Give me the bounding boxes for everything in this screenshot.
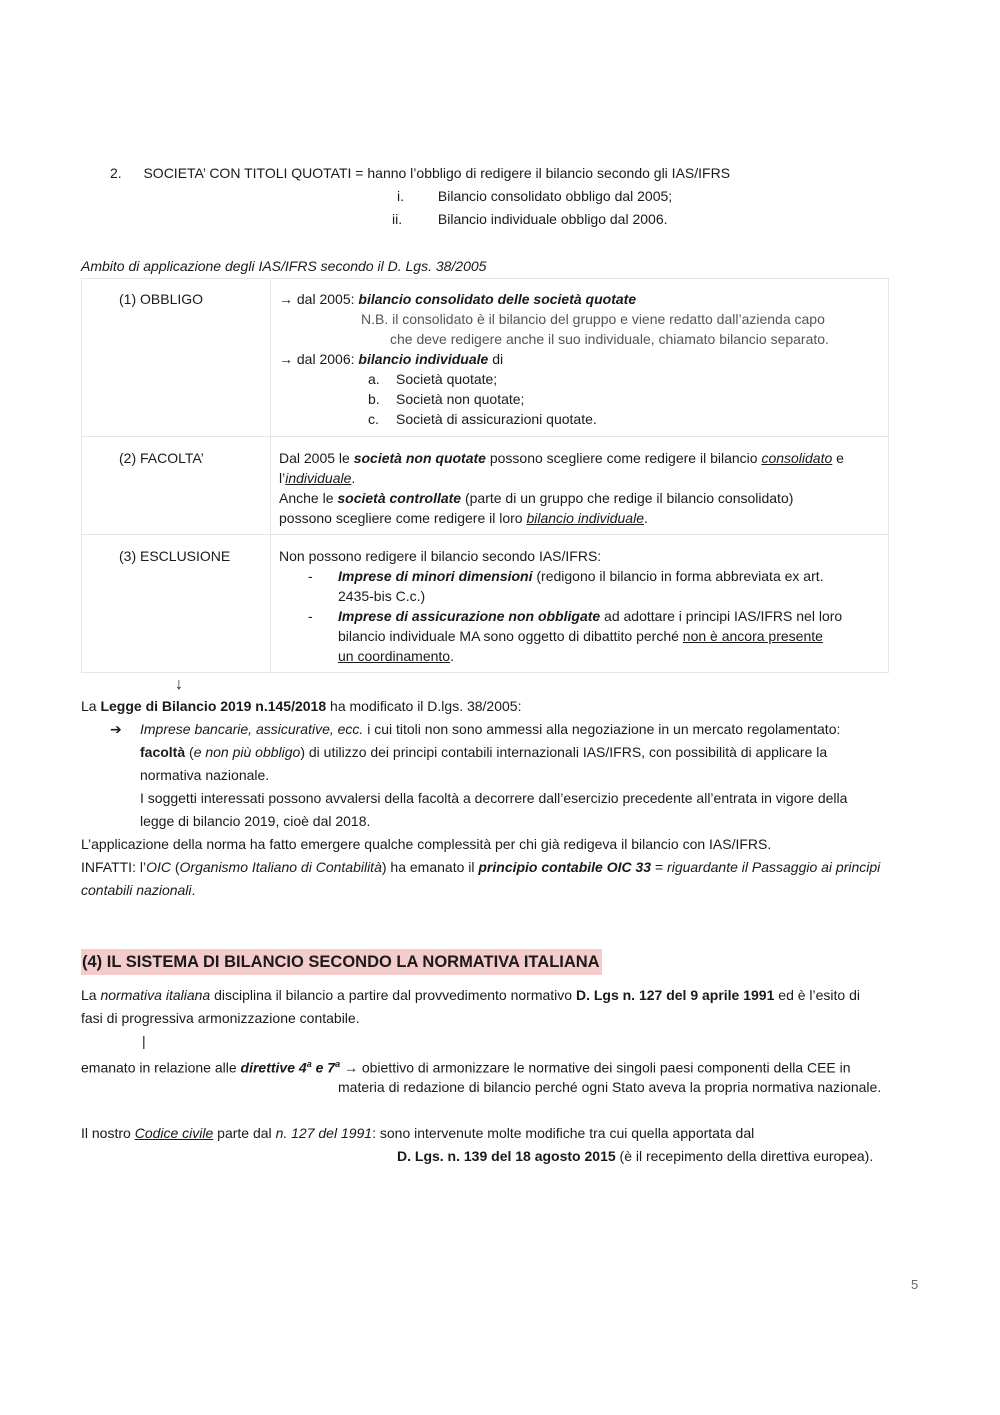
superscript: a	[306, 1059, 312, 1069]
text-run-bold-italic: bilancio consolidato delle società quotate	[358, 291, 637, 307]
list-text: Società di assicurazioni quotate.	[396, 411, 597, 427]
text-run-underlined: bilancio individuale	[526, 510, 644, 526]
text-run-bold-italic: principio contabile OIC 33	[478, 859, 652, 875]
cell-text	[279, 488, 793, 508]
paragraph-line: materia di redazione di bilancio perché ogni Stato aveva la propria normativa nazionale.	[338, 1079, 882, 1095]
text-run-bold-italic: Imprese di minori dimensioni	[338, 568, 533, 584]
text-run: ) ha emanato il	[381, 859, 479, 875]
ias-ifrs-table	[81, 278, 889, 673]
row-label-cell	[82, 535, 271, 673]
section-heading: (4) IL SISTEMA DI BILANCIO SECONDO LA NORMATIVA ITALIANA	[81, 949, 602, 975]
text-run: .	[351, 470, 356, 486]
sub-list-item	[392, 209, 668, 229]
list-letter: c.	[368, 411, 379, 427]
text-run: l’	[279, 470, 286, 486]
list-text: Società non quotate;	[396, 391, 525, 407]
text-run: emanato in relazione alle	[81, 1059, 241, 1076]
table-row	[82, 535, 889, 673]
text-run-underlined: consolidato	[761, 450, 833, 466]
cell-text	[338, 566, 824, 586]
row-content-cell	[271, 535, 889, 673]
text-run: .	[191, 882, 196, 898]
text-run-bold: facoltà	[140, 744, 186, 760]
cell-text	[279, 448, 844, 468]
text-run: La	[81, 698, 101, 714]
note-text: N.B. il consolidato è il bilancio del gruppo e viene redatto dall’azienda capo	[361, 311, 825, 327]
table-row	[82, 437, 889, 535]
text-run: =	[651, 859, 668, 875]
table-caption: Ambito di applicazione degli IAS/IFRS secondo il D. Lgs. 38/2005	[81, 258, 487, 274]
text-run-italic: Organismo Italiano di Contabilità	[179, 859, 382, 875]
text-run-bold-italic: direttive 4	[240, 1059, 307, 1076]
text-run-underlined: individuale	[285, 470, 352, 486]
text-run: i cui titoli non sono ammessi alla negoziazione in un mercato regolamentato:	[363, 721, 841, 737]
sub-list-text: Bilancio individuale obbligo dal 2006.	[437, 211, 668, 227]
text-run: .	[644, 510, 648, 526]
cell-text	[279, 508, 648, 528]
list-text: SOCIETA’ CON TITOLI QUOTATI = hanno l’obbligo di redigere il bilancio secondo gli IAS/IFRS	[143, 165, 731, 181]
list-item	[368, 409, 597, 429]
text-run-italic: riguardante il Passaggio ai principi	[667, 859, 881, 875]
text-run: → obiettivo di armonizzare le normative dei singoli paesi componenti della CEE in	[340, 1059, 851, 1076]
text-run: (	[170, 859, 180, 875]
text-run: parte dal	[213, 1125, 276, 1141]
text-run-italic: n. 127 del 1991	[275, 1125, 373, 1141]
paragraph-line	[397, 1146, 873, 1166]
arrow-bullet-icon: ➔	[110, 721, 122, 737]
cell-text	[338, 626, 823, 646]
sub-list-item	[397, 186, 672, 206]
list-item	[368, 389, 524, 409]
paragraph-line	[81, 857, 880, 877]
dash-bullet: -	[308, 568, 313, 584]
text-run: Dal 2005 le	[279, 450, 354, 466]
text-run-bold-italic: società non quotate	[353, 450, 486, 466]
text-run: Anche le	[279, 490, 338, 506]
text-run: ad adottare i principi IAS/IFRS nel loro	[600, 608, 843, 624]
text-run: INFATTI: l’	[81, 859, 147, 875]
vertical-bar: |	[142, 1033, 146, 1049]
row-label-cell	[82, 437, 271, 535]
arrow-down-icon: ↓	[175, 676, 183, 693]
paragraph-line: L’applicazione della norma ha fatto emergere qualche complessità per chi già redigeva il bilancio con IAS/IFRS.	[81, 836, 772, 852]
text-run: La	[81, 987, 101, 1003]
paragraph-line	[81, 1123, 754, 1143]
text-run: ) di utilizzo dei principi contabili internazionali IAS/IFRS, con possibilità di applicare la	[300, 744, 828, 760]
list-number: 2.	[110, 165, 122, 181]
cell-text	[338, 606, 842, 626]
list-letter: a.	[368, 371, 380, 387]
paragraph-line: I soggetti interessati possono avvalersi della facoltà a decorrere dall’esercizio precedente all’entrata in vigore della	[140, 790, 848, 806]
cell-text	[279, 289, 636, 309]
cell-text	[279, 349, 503, 369]
cell-text: 2435-bis C.c.)	[338, 588, 426, 604]
text-run: (parte di un gruppo che redige il bilancio consolidato)	[461, 490, 794, 506]
paragraph-line: fasi di progressiva armonizzazione contabile.	[81, 1010, 360, 1026]
text-run: Il nostro	[81, 1125, 135, 1141]
sub-list-text: Bilancio consolidato obbligo dal 2005;	[437, 188, 673, 204]
text-run: (redigono il bilancio in forma abbreviata ex art.	[532, 568, 824, 584]
paragraph-line	[140, 742, 827, 762]
superscript: a	[335, 1059, 341, 1069]
text-run-italic: OIC	[146, 859, 171, 875]
text-run: → dal 2005:	[279, 291, 359, 307]
text-run: → dal 2006:	[279, 351, 359, 367]
text-run-underlined: non è ancora presente	[682, 628, 823, 644]
text-run: bilancio individuale MA sono oggetto di dibattito perché	[338, 628, 683, 644]
page-number: 5	[911, 1277, 919, 1292]
text-run-bold-italic: Imprese di assicurazione non obbligate	[338, 608, 601, 624]
sub-list-number: i.	[397, 188, 404, 204]
cell-text	[338, 646, 454, 666]
text-run-bold-italic: bilancio individuale	[358, 351, 489, 367]
text-run: ed è l’esito di	[774, 987, 860, 1003]
text-run: (è il recepimento della direttiva europea).	[615, 1148, 874, 1164]
text-run: .	[450, 648, 454, 664]
list-item	[110, 163, 730, 183]
row-label: (2) FACOLTA’	[119, 450, 204, 466]
cell-text	[279, 468, 355, 488]
text-run-italic: contabili nazionali	[81, 882, 192, 898]
text-run: possono scegliere come redigere il loro	[279, 510, 527, 526]
text-run-bold: D. Lgs n. 127 del 9 aprile 1991	[575, 987, 775, 1003]
text-run-italic: Imprese bancarie, assicurative, ecc.	[140, 721, 364, 737]
text-run-italic: normativa italiana	[100, 987, 211, 1003]
text-run: possono scegliere come redigere il bilancio	[485, 450, 762, 466]
text-run: di	[488, 351, 504, 367]
table-row	[82, 279, 889, 437]
text-run: : sono intervenute molte modifiche tra cui quella apportata dal	[372, 1125, 755, 1141]
cell-text: Non possono redigere il bilancio secondo IAS/IFRS:	[279, 548, 602, 564]
list-letter: b.	[368, 391, 380, 407]
row-content-cell	[271, 279, 889, 437]
text-run: (	[185, 744, 194, 760]
note-text: che deve redigere anche il suo individuale, chiamato bilancio separato.	[390, 331, 829, 347]
text-run-underlined: un coordinamento	[338, 648, 451, 664]
text-run: ha modificato il D.lgs. 38/2005:	[326, 698, 522, 714]
dash-bullet: -	[308, 608, 313, 624]
text-run: disciplina il bilancio a partire dal provvedimento normativo	[210, 987, 576, 1003]
text-run-bold-italic: società controllate	[337, 490, 462, 506]
paragraph-line	[81, 880, 195, 900]
text-run-italic: e non più obbligo	[193, 744, 301, 760]
text-run-bold: Legge di Bilancio 2019 n.145/2018	[100, 698, 327, 714]
row-label: (3) ESCLUSIONE	[119, 548, 231, 564]
row-label: (1) OBBLIGO	[119, 291, 204, 307]
text-run-bold-italic: e 7	[311, 1059, 336, 1076]
paragraph-line	[81, 985, 860, 1005]
paragraph-line	[81, 1054, 851, 1078]
text-run-underlined: Codice civile	[134, 1125, 214, 1141]
paragraph-line: legge di bilancio 2019, cioè dal 2018.	[140, 813, 371, 829]
paragraph-line	[140, 719, 840, 739]
paragraph-line: normativa nazionale.	[140, 767, 270, 783]
paragraph-line	[81, 696, 521, 716]
list-text: Società quotate;	[396, 371, 498, 387]
text-run: e	[832, 450, 844, 466]
text-run-bold: D. Lgs. n. 139 del 18 agosto 2015	[397, 1148, 616, 1164]
sub-list-number: ii.	[392, 211, 403, 227]
row-content-cell	[271, 437, 889, 535]
row-label-cell	[82, 279, 271, 437]
list-item	[368, 369, 497, 389]
